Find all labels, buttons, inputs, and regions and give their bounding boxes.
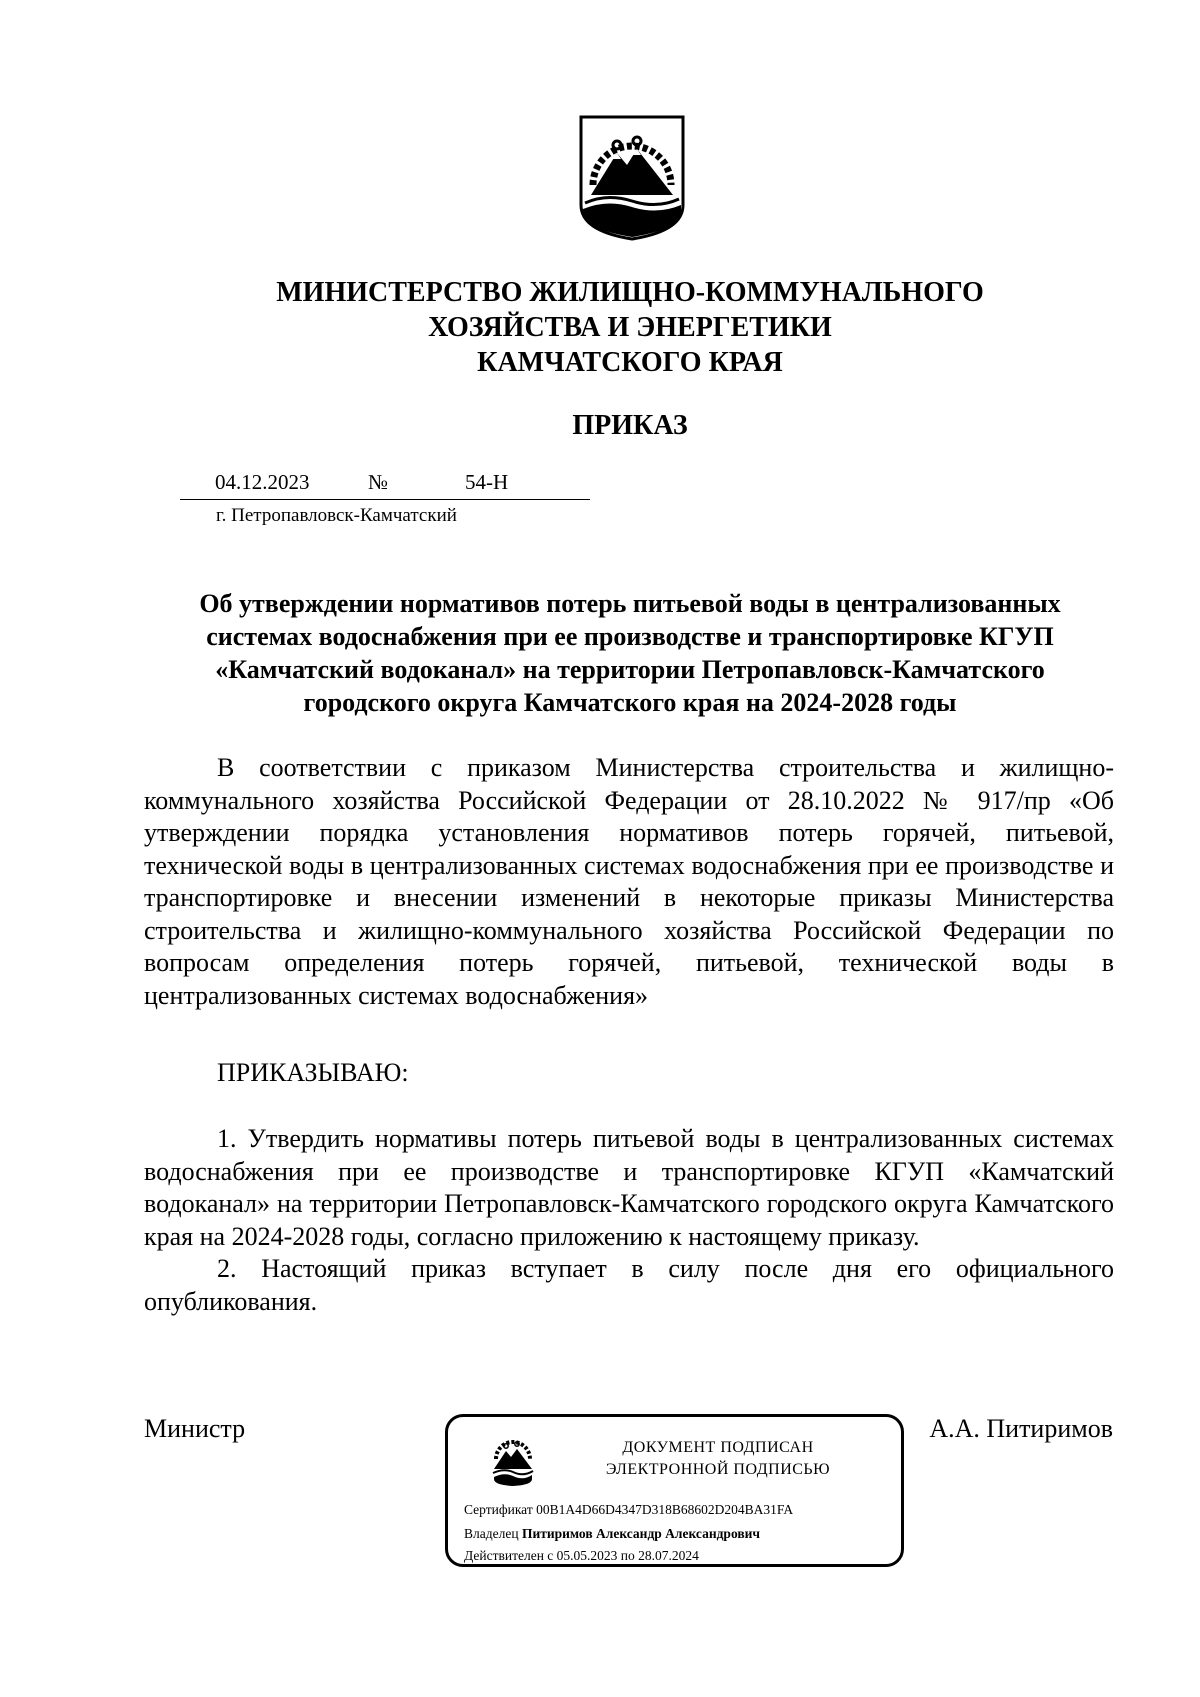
order-items [144,1123,1114,1318]
order-details [180,470,590,530]
subject-line: системах водоснабжения при ее производстве и транспортировке КГУП [206,622,1054,651]
valid-to: 28.07.2024 [638,1548,699,1563]
subject-line: городского округа Камчатского края на 2024-2028 годы [303,688,957,717]
coat-of-arms-icon [577,113,687,241]
subject-line: «Камчатский водоканал» на территории Петропавловск-Камчатского [215,655,1045,684]
signatory-name: А.А. Питиримов [929,1414,1113,1443]
owner-value: Питиримов Александр Александрович [521,1526,761,1541]
stamp-emblem-icon [490,1437,536,1487]
order-number-sign: № [368,470,389,494]
signatory-position: Министр [144,1414,246,1443]
valid-from: 05.05.2023 [556,1548,618,1563]
stamp-title-line: ДОКУМЕНТ ПОДПИСАН [622,1439,814,1456]
order-item-2: 2. Настоящий приказ вступает в силу после дня его официального опубликования. [144,1254,1114,1316]
order-number: 54-Н [465,470,509,494]
order-subject [150,587,1110,719]
document-type: ПРИКАЗ [572,410,688,441]
ministry-line: КАМЧАТСКОГО КРАЯ [477,347,783,378]
owner-label: Владелец [464,1526,519,1541]
underline [180,499,590,500]
electronic-signature-stamp [445,1414,904,1567]
subject-line: Об утверждении нормативов потерь питьевой воды в централизованных [199,589,1061,618]
ministry-name [150,275,1110,380]
valid-from-label: Действителен с [464,1548,554,1563]
preamble-paragraph [144,752,1114,1012]
valid-to-label: по [620,1548,635,1563]
ministry-line: МИНИСТЕРСТВО ЖИЛИЩНО-КОММУНАЛЬНОГО [276,277,984,308]
stamp-certificate [464,1502,793,1518]
stamp-title [568,1437,868,1481]
certificate-label: Сертификат [464,1502,533,1517]
ministry-line: ХОЗЯЙСТВА И ЭНЕРГЕТИКИ [428,312,832,343]
decree-word: ПРИКАЗЫВАЮ: [217,1058,409,1087]
order-city: г. Петропавловск-Камчатский [216,505,457,526]
stamp-validity [464,1548,699,1564]
order-date: 04.12.2023 [215,470,310,494]
stamp-owner [464,1526,760,1542]
stamp-title-line: ЭЛЕКТРОННОЙ ПОДПИСЬЮ [605,1461,831,1478]
order-item-1: 1. Утвердить нормативы потерь питьевой воды в централизованных системах водоснабжения при ее производстве и транспортировке КГУП «Камчатский водоканал» на территории Петропавловск-Камчатского городского округа Камчатского края на 2024-2028 годы, согласно приложению к настоящему приказу. [144,1124,1114,1251]
certificate-value: 00B1A4D66D4347D318B68602D204BA31FA [536,1502,794,1517]
preamble-text: В соответствии с приказом Министерства строительства и жилищно-коммунального хозяйства Российской Федерации от 28.10.2022 № 917/пр «Об утверждении порядка установления нормативов потерь горячей, питьевой, технической воды в централизованных системах водоснабжения при ее производстве и транспортировке и внесении изменений в некоторые приказы Министерства строительства и жилищно-коммунального хозяйства Российской Федерации по вопросам определения потерь горячей, питьевой, технической воды в централизованных системах водоснабжения» [144,753,1114,1010]
